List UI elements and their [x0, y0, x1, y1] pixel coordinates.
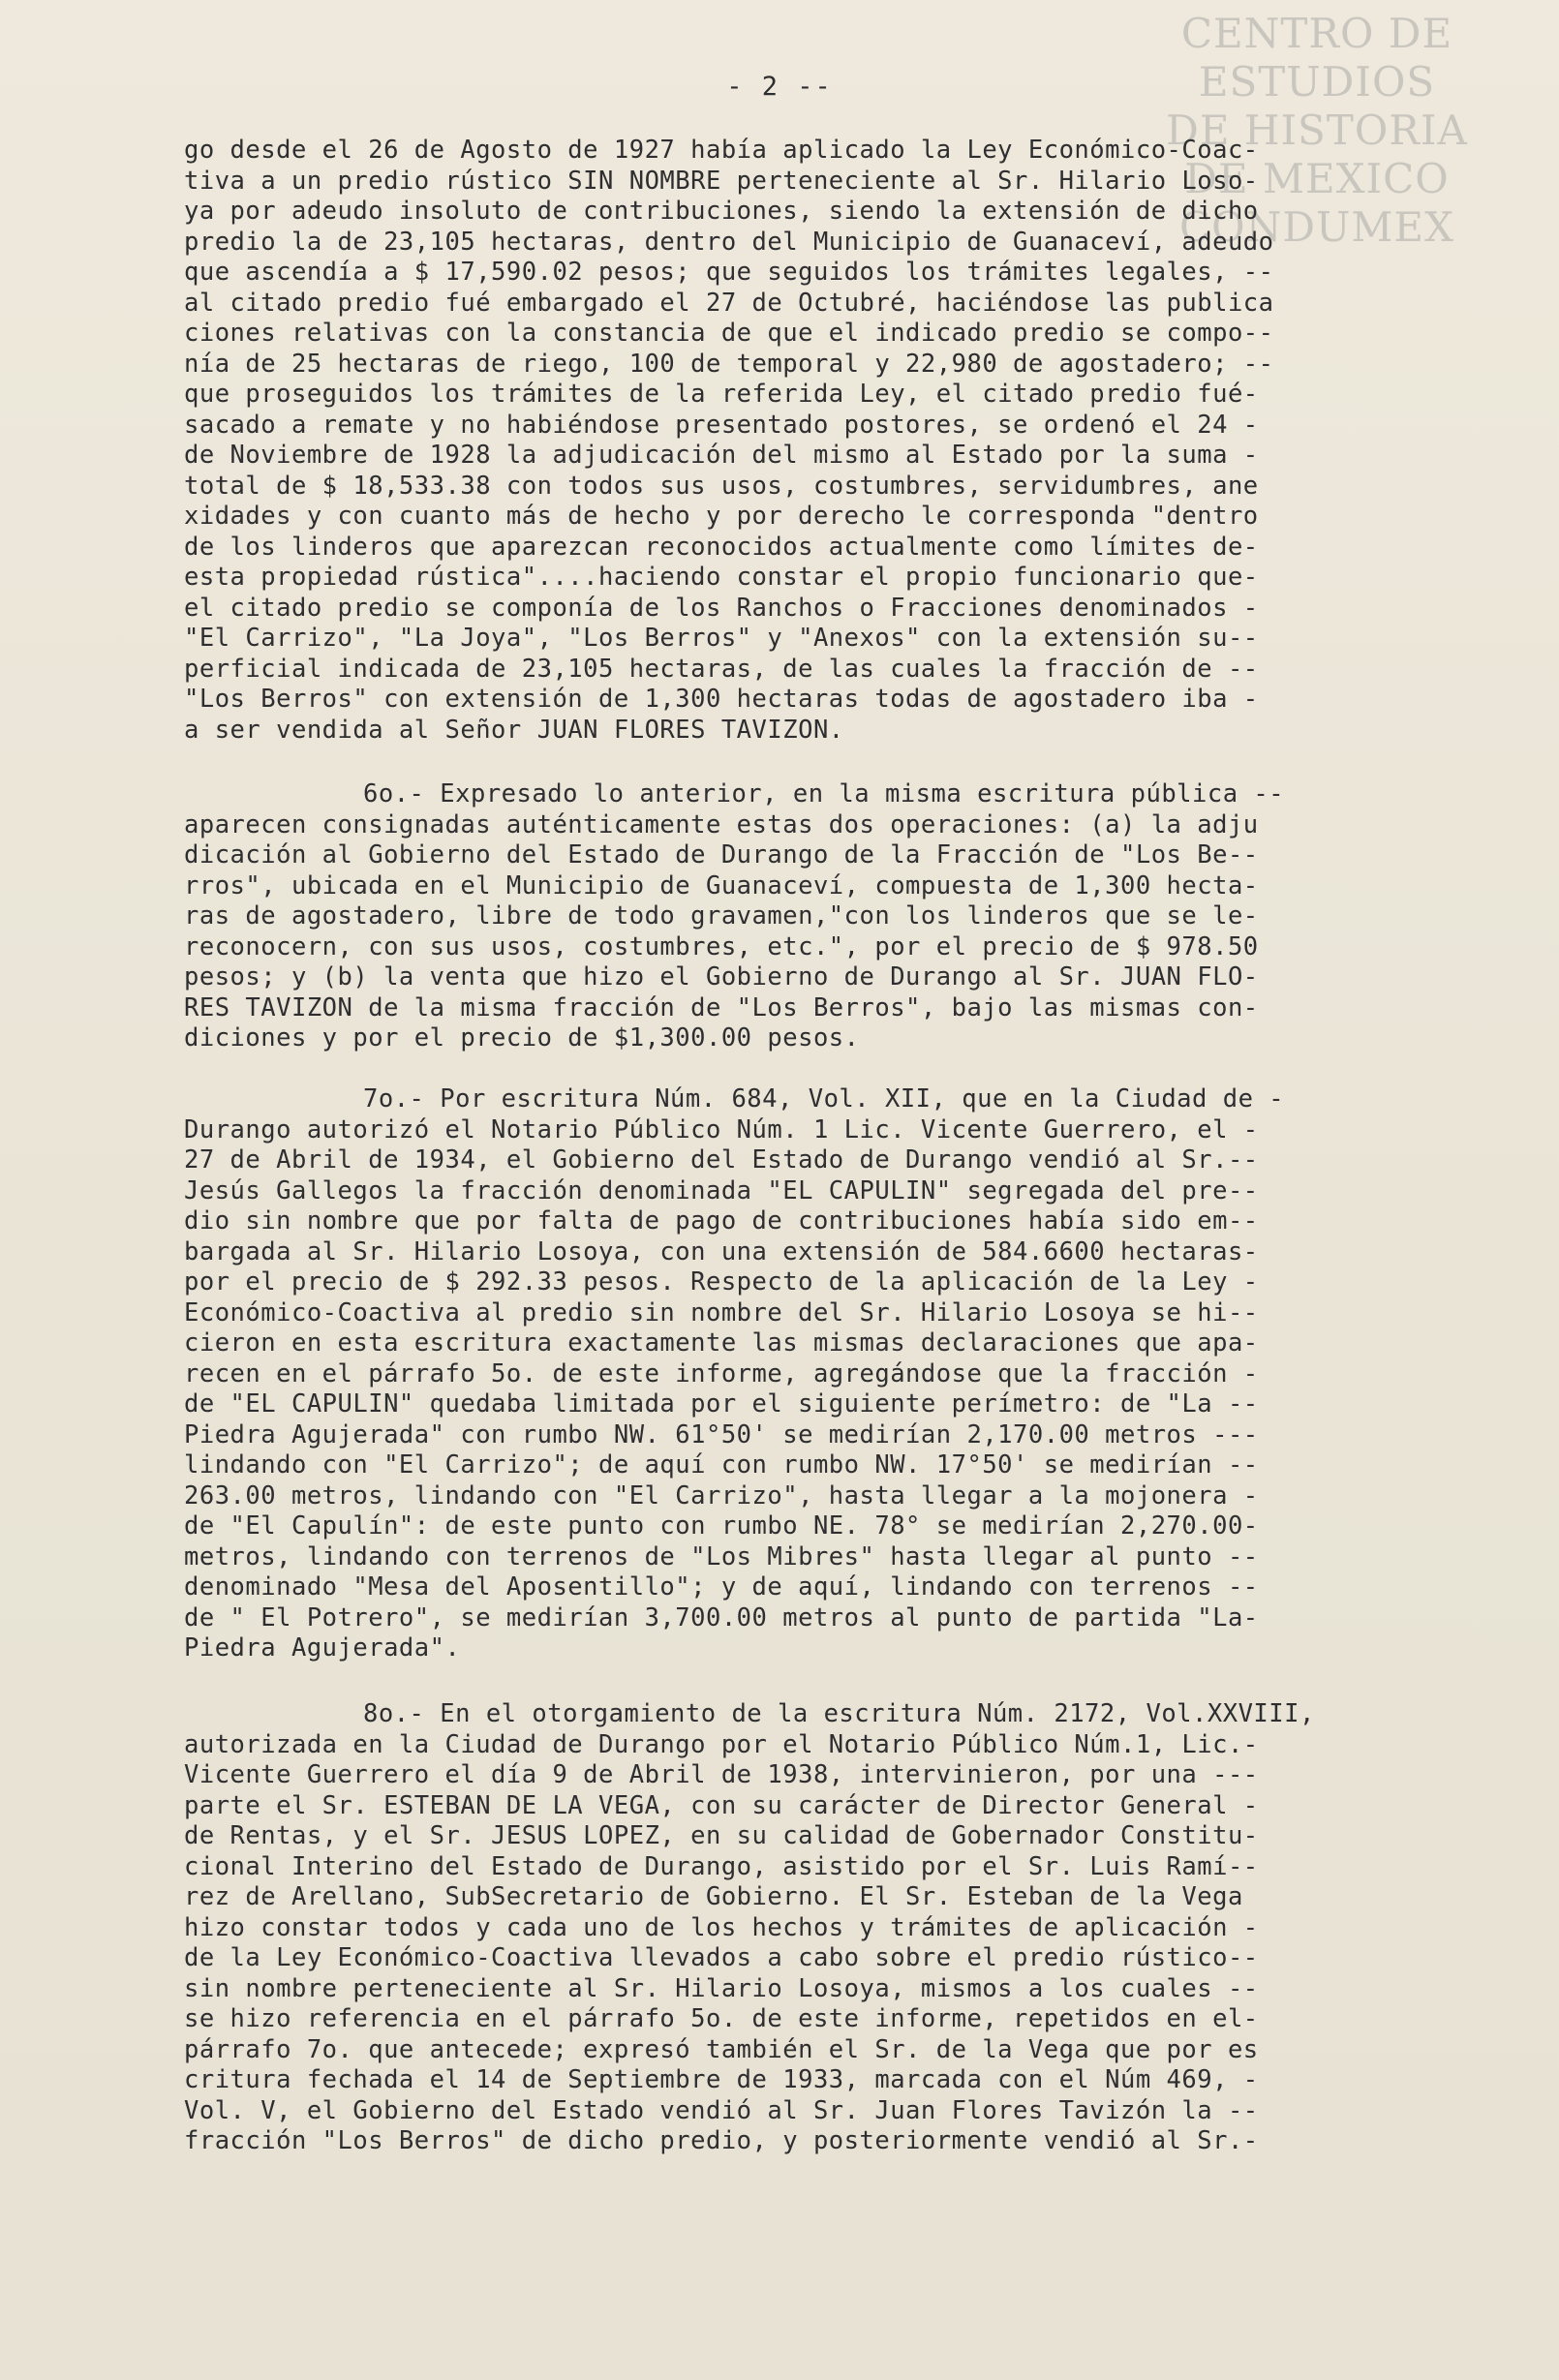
text-line: a ser vendida al Señor JUAN FLORES TAVIZON.: [184, 715, 844, 745]
text-line: total de $ 18,533.38 con todos sus usos, costumbres, servidumbres, ane: [184, 471, 1259, 501]
text-line: cional Interino del Estado de Durango, asistido por el Sr. Luis Ramí--: [184, 1851, 1259, 1881]
text-line: ya por adeudo insoluto de contribuciones, siendo la extensión de dicho: [184, 197, 1259, 226]
text-line: autorizada en la Ciudad de Durango por el Notario Público Núm.1, Lic.-: [184, 1729, 1259, 1759]
text-line: de Noviembre de 1928 la adjudicación del mismo al Estado por la suma -: [184, 441, 1259, 470]
page-number: - 2 --: [726, 72, 833, 102]
text-line: Vicente Guerrero el día 9 de Abril de 1938, intervinieron, por una ---: [184, 1760, 1259, 1789]
text-line: Durango autorizó el Notario Público Núm. 1 Lic. Vicente Guerrero, el -: [184, 1114, 1259, 1144]
text-line: predio la de 23,105 hectaras, dentro del Municipio de Guanaceví, adeudo: [184, 227, 1274, 257]
text-line: "Los Berros" con extensión de 1,300 hectaras todas de agostadero iba -: [184, 685, 1259, 714]
text-line: go desde el 26 de Agosto de 1927 había aplicado la Ley Económico-Coac-: [184, 136, 1259, 165]
text-line: "El Carrizo", "La Joya", "Los Berros" y "Anexos" con la extensión su--: [184, 624, 1259, 653]
text-line: bargada al Sr. Hilario Losoya, con una extensión de 584.6600 hectaras-: [184, 1236, 1259, 1266]
text-line: lindando con "El Carrizo"; de aquí con rumbo NW. 17°50' se medirían --: [184, 1450, 1259, 1480]
text-line: de Rentas, y el Sr. JESUS LOPEZ, en su calidad de Gobernador Constitu-: [184, 1821, 1259, 1850]
text-line: parte el Sr. ESTEBAN DE LA VEGA, con su carácter de Director General -: [184, 1790, 1259, 1820]
text-line: párrafo 7o. que antecede; expresó también el Sr. de la Vega que por es: [184, 2034, 1259, 2064]
text-line: el citado predio se componía de los Ranchos o Fracciones denominados -: [184, 593, 1259, 623]
text-line: aparecen consignadas auténticamente estas dos operaciones: (a) la adju: [184, 809, 1259, 839]
watermark-line: DE HISTORIA: [1166, 107, 1468, 154]
text-line: Piedra Agujerada".: [184, 1633, 461, 1663]
text-line: dio sin nombre que por falta de pago de contribuciones había sido em--: [184, 1206, 1259, 1236]
text-line: ras de agostadero, libre de todo gravamen,"con los linderos que se le-: [184, 901, 1259, 931]
paragraph-6: [184, 779, 1511, 1054]
text-line: 7o.- Por escritura Núm. 684, Vol. XII, que en la Ciudad de -: [363, 1084, 1285, 1114]
watermark-line: CONDUMEX: [1179, 203, 1454, 251]
text-line: Piedra Agujerada" con rumbo NW. 61°50' se medirían 2,170.00 metros ---: [184, 1419, 1259, 1449]
text-line: que ascendía a $ 17,590.02 pesos; que seguidos los trámites legales, --: [184, 258, 1274, 287]
text-line: 8o.- En el otorgamiento de la escritura Núm. 2172, Vol.XXVIII,: [363, 1699, 1315, 1728]
text-line: reconocern, con sus usos, costumbres, etc.", por el precio de $ 978.50: [184, 931, 1259, 961]
text-line: de los linderos que aparezcan reconocidos actualmente como límites de-: [184, 532, 1259, 562]
text-line: fracción "Los Berros" de dicho predio, y posteriormente vendió al Sr.-: [184, 2126, 1259, 2155]
text-line: nía de 25 hectaras de riego, 100 de temporal y 22,980 de agostadero; --: [184, 349, 1274, 379]
text-line: perficial indicada de 23,105 hectaras, de las cuales la fracción de --: [184, 654, 1259, 684]
text-line: 263.00 metros, lindando con "El Carrizo", hasta llegar a la mojonera -: [184, 1480, 1259, 1510]
text-line: Vol. V, el Gobierno del Estado vendió al Sr. Juan Flores Tavizón la --: [184, 2095, 1259, 2125]
text-line: de la Ley Económico-Coactiva llevados a cabo sobre el predio rústico--: [184, 1943, 1259, 1972]
text-line: dicación al Gobierno del Estado de Durango de la Fracción de "Los Be--: [184, 840, 1259, 870]
text-line: Económico-Coactiva al predio sin nombre del Sr. Hilario Losoya se hi--: [184, 1297, 1259, 1327]
text-line: tiva a un predio rústico SIN NOMBRE perteneciente al Sr. Hilario Loso-: [184, 166, 1259, 196]
text-line: que proseguidos los trámites de la referida Ley, el citado predio fué-: [184, 380, 1259, 409]
text-line: de " El Potrero", se medirían 3,700.00 metros al punto de partida "La-: [184, 1602, 1259, 1632]
text-line: diciones y por el precio de $1,300.00 pesos.: [184, 1023, 860, 1053]
paragraph-7: [184, 1084, 1511, 1664]
text-line: hizo constar todos y cada uno de los hechos y trámites de aplicación -: [184, 1912, 1259, 1942]
watermark-line: DE MEXICO: [1184, 155, 1450, 202]
text-line: denominado "Mesa del Aposentillo"; y de aquí, lindando con terrenos --: [184, 1572, 1259, 1602]
text-line: cieron en esta escritura exactamente las mismas declaraciones que apa-: [184, 1328, 1259, 1358]
text-line: xidades y con cuanto más de hecho y por derecho le corresponda "dentro: [184, 502, 1259, 531]
text-line: sacado a remate y no habiéndose presentado postores, se ordenó el 24 -: [184, 410, 1259, 440]
text-line: critura fechada el 14 de Septiembre de 1933, marcada con el Núm 469, -: [184, 2065, 1259, 2094]
watermark-line: CENTRO DE: [1180, 10, 1453, 57]
text-line: Jesús Gallegos la fracción denominada "EL CAPULIN" segregada del pre--: [184, 1175, 1259, 1205]
text-line: metros, lindando con terrenos de "Los Mibres" hasta llegar al punto --: [184, 1541, 1259, 1571]
text-line: ciones relativas con la constancia de que el indicado predio se compo--: [184, 319, 1274, 348]
text-line: de "El Capulín": de este punto con rumbo NE. 78° se medirían 2,270.00-: [184, 1511, 1259, 1541]
paragraph-continuation: [184, 136, 1511, 746]
text-line: pesos; y (b) la venta que hizo el Gobierno de Durango al Sr. JUAN FLO-: [184, 962, 1259, 992]
text-line: rros", ubicada en el Municipio de Guanaceví, compuesta de 1,300 hecta-: [184, 870, 1259, 900]
text-line: por el precio de $ 292.33 pesos. Respecto de la aplicación de la Ley -: [184, 1267, 1259, 1297]
text-line: al citado predio fué embargado el 27 de Octubré, haciéndose las publica: [184, 288, 1274, 318]
text-line: esta propiedad rústica"....haciendo constar el propio funcionario que-: [184, 563, 1259, 592]
text-line: 27 de Abril de 1934, el Gobierno del Estado de Durango vendió al Sr.--: [184, 1145, 1259, 1175]
text-line: sin nombre perteneciente al Sr. Hilario Losoya, mismos a los cuales --: [184, 1973, 1259, 2003]
text-line: RES TAVIZON de la misma fracción de "Los Berros", bajo las mismas con-: [184, 992, 1259, 1022]
text-line: recen en el párrafo 5o. de este informe, agregándose que la fracción -: [184, 1358, 1259, 1388]
paragraph-8: [184, 1699, 1511, 2157]
text-line: 6o.- Expresado lo anterior, en la misma escritura pública --: [363, 779, 1285, 809]
text-line: de "EL CAPULIN" quedaba limitada por el siguiente perímetro: de "La --: [184, 1389, 1259, 1419]
watermark-line: ESTUDIOS: [1198, 58, 1436, 106]
text-line: se hizo referencia en el párrafo 5o. de este informe, repetidos en el-: [184, 2004, 1259, 2033]
text-line: rez de Arellano, SubSecretario de Gobierno. El Sr. Esteban de la Vega: [184, 1882, 1243, 1911]
